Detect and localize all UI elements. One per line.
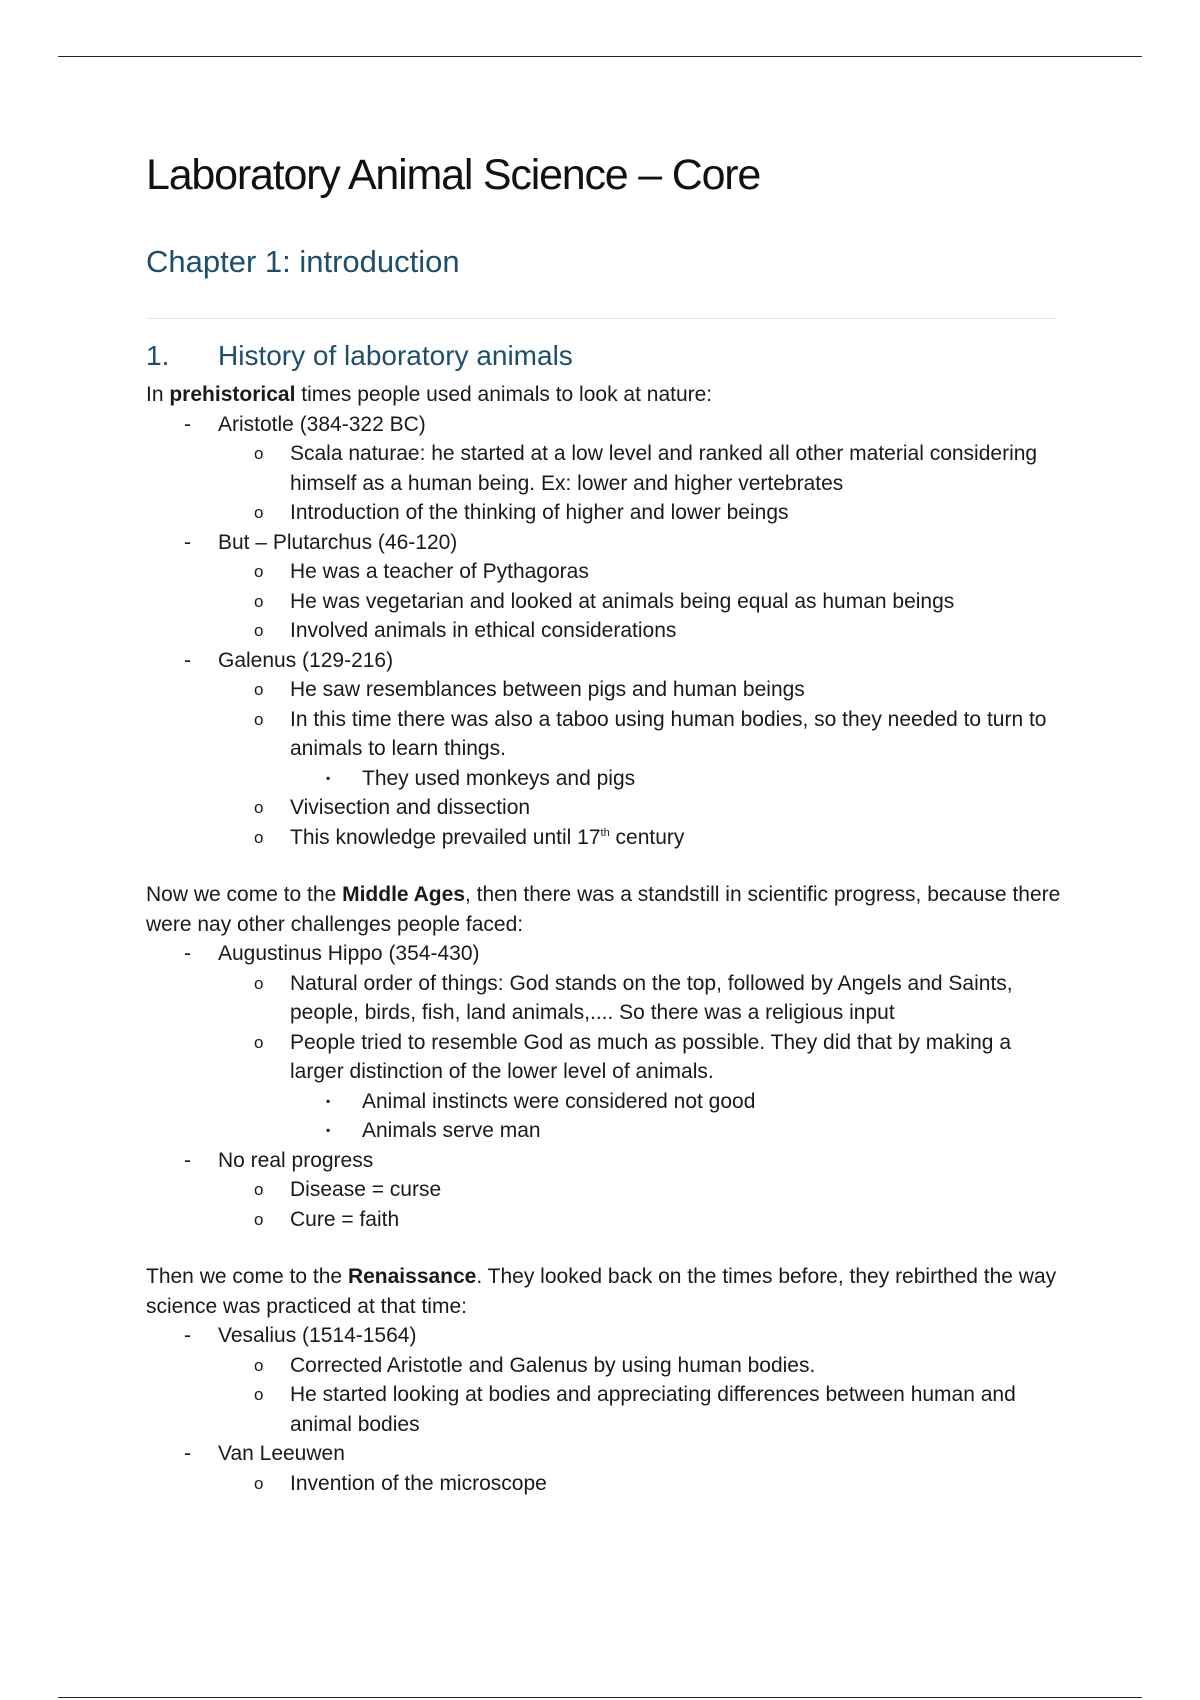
circle-bullet: o <box>254 1473 264 1493</box>
list-item-plutarchus: - But – Plutarchus (46-120) <box>146 528 1066 558</box>
list-item: o Invention of the microscope <box>146 1469 1066 1499</box>
document-body <box>146 380 1066 1498</box>
list-item: o He saw resemblances between pigs and human beings <box>146 675 1066 705</box>
list-item: o He started looking at bodies and appreciating differences between human and animal bodies <box>146 1380 1066 1439</box>
document-title: Laboratory Animal Science – Core <box>146 151 761 199</box>
circle-bullet: o <box>254 1385 264 1404</box>
list-item: ▪ Animal instincts were considered not good <box>146 1087 1066 1117</box>
circle-bullet: o <box>254 709 264 729</box>
list-item: o In this time there was also a taboo using human bodies, so they needed to turn to animals to learn things. <box>146 705 1066 764</box>
chapter-heading: Chapter 1: introduction <box>146 244 460 279</box>
circle-bullet: o <box>254 591 264 611</box>
circle-bullet: o <box>254 1180 264 1199</box>
square-bullet: ▪ <box>326 770 331 785</box>
list-item-augustinus: - Augustinus Hippo (354-430) <box>146 939 1066 969</box>
dash-bullet: - <box>184 1148 191 1172</box>
circle-bullet: o <box>254 621 264 640</box>
list-item-aristotle: - Aristotle (384-322 BC) <box>146 410 1066 440</box>
list-item: o This knowledge prevailed until 17th century <box>146 823 1066 853</box>
circle-bullet: o <box>254 562 264 581</box>
list-item: o Corrected Aristotle and Galenus by using human bodies. <box>146 1351 1066 1381</box>
list-item: o He was a teacher of Pythagoras <box>146 557 1066 587</box>
dash-bullet: - <box>184 1442 191 1465</box>
section-number: 1. <box>146 340 170 371</box>
circle-bullet: o <box>254 444 264 463</box>
page-content <box>146 146 1066 1495</box>
term-renaissance: Renaissance <box>347 1265 477 1288</box>
bottom-rule <box>58 1697 1142 1698</box>
dash-bullet: - <box>184 1324 191 1347</box>
list-item: o People tried to resemble God as much as possible. They did that by making a larger distinction of the lower level of animals. <box>146 1028 1066 1087</box>
list-item: o Disease = curse <box>146 1175 1066 1205</box>
dash-bullet: - <box>184 942 191 965</box>
circle-bullet: o <box>254 1209 264 1229</box>
term-middle-ages: Middle Ages <box>342 883 465 906</box>
square-bullet: ▪ <box>326 1123 331 1137</box>
circle-bullet: o <box>254 973 264 993</box>
list-item: o Involved animals in ethical considerations <box>146 616 1066 646</box>
circle-bullet: o <box>254 503 264 522</box>
circle-bullet: o <box>254 827 264 847</box>
top-rule <box>58 56 1142 57</box>
section-title: History of laboratory animals <box>218 340 573 371</box>
list-item-van-leeuwen: - Van Leeuwen <box>146 1439 1066 1469</box>
list-item: o Introduction of the thinking of higher and lower beings <box>146 498 1066 528</box>
list-item: o Scala naturae: he started at a low level and ranked all other material considering himself as a human being. Ex: lower and higher vertebrates <box>146 439 1066 498</box>
list-item: o Natural order of things: God stands on the top, followed by Angels and Saints, people, birds, fish, land animals,.... So there was a religious input <box>146 969 1066 1028</box>
term-prehistorical: prehistorical <box>169 383 296 406</box>
list-item: ▪ Animals serve man <box>146 1116 1066 1146</box>
dash-bullet: - <box>184 648 191 672</box>
section-heading <box>146 338 573 374</box>
square-bullet: ▪ <box>326 1093 331 1108</box>
list-item: o Cure = faith <box>146 1205 1066 1235</box>
renaissance-intro: Then we come to the Renaissance. They looked back on the times before, they rebirthed the way science was practiced at that time: <box>146 1265 1057 1318</box>
list-item: o Vivisection and dissection <box>146 793 1066 823</box>
divider <box>146 318 1056 319</box>
circle-bullet: o <box>254 1355 264 1375</box>
circle-bullet: o <box>254 798 264 817</box>
list-item: o He was vegetarian and looked at animals being equal as human beings <box>146 587 1066 617</box>
circle-bullet: o <box>254 680 264 699</box>
list-item-vesalius: - Vesalius (1514-1564) <box>146 1321 1066 1351</box>
list-item: ▪ They used monkeys and pigs <box>146 764 1066 794</box>
circle-bullet: o <box>254 1032 264 1052</box>
dash-bullet: - <box>184 412 191 436</box>
middle-ages-intro: Now we come to the Middle Ages, then there was a standstill in scientific progress, because there were nay other challenges people faced: <box>146 883 1061 936</box>
prehistoric-intro: In prehistorical times people used animals to look at nature: <box>146 383 713 406</box>
dash-bullet: - <box>184 530 191 554</box>
list-item-no-progress: - No real progress <box>146 1146 1066 1176</box>
list-item-galenus: - Galenus (129-216) <box>146 646 1066 676</box>
